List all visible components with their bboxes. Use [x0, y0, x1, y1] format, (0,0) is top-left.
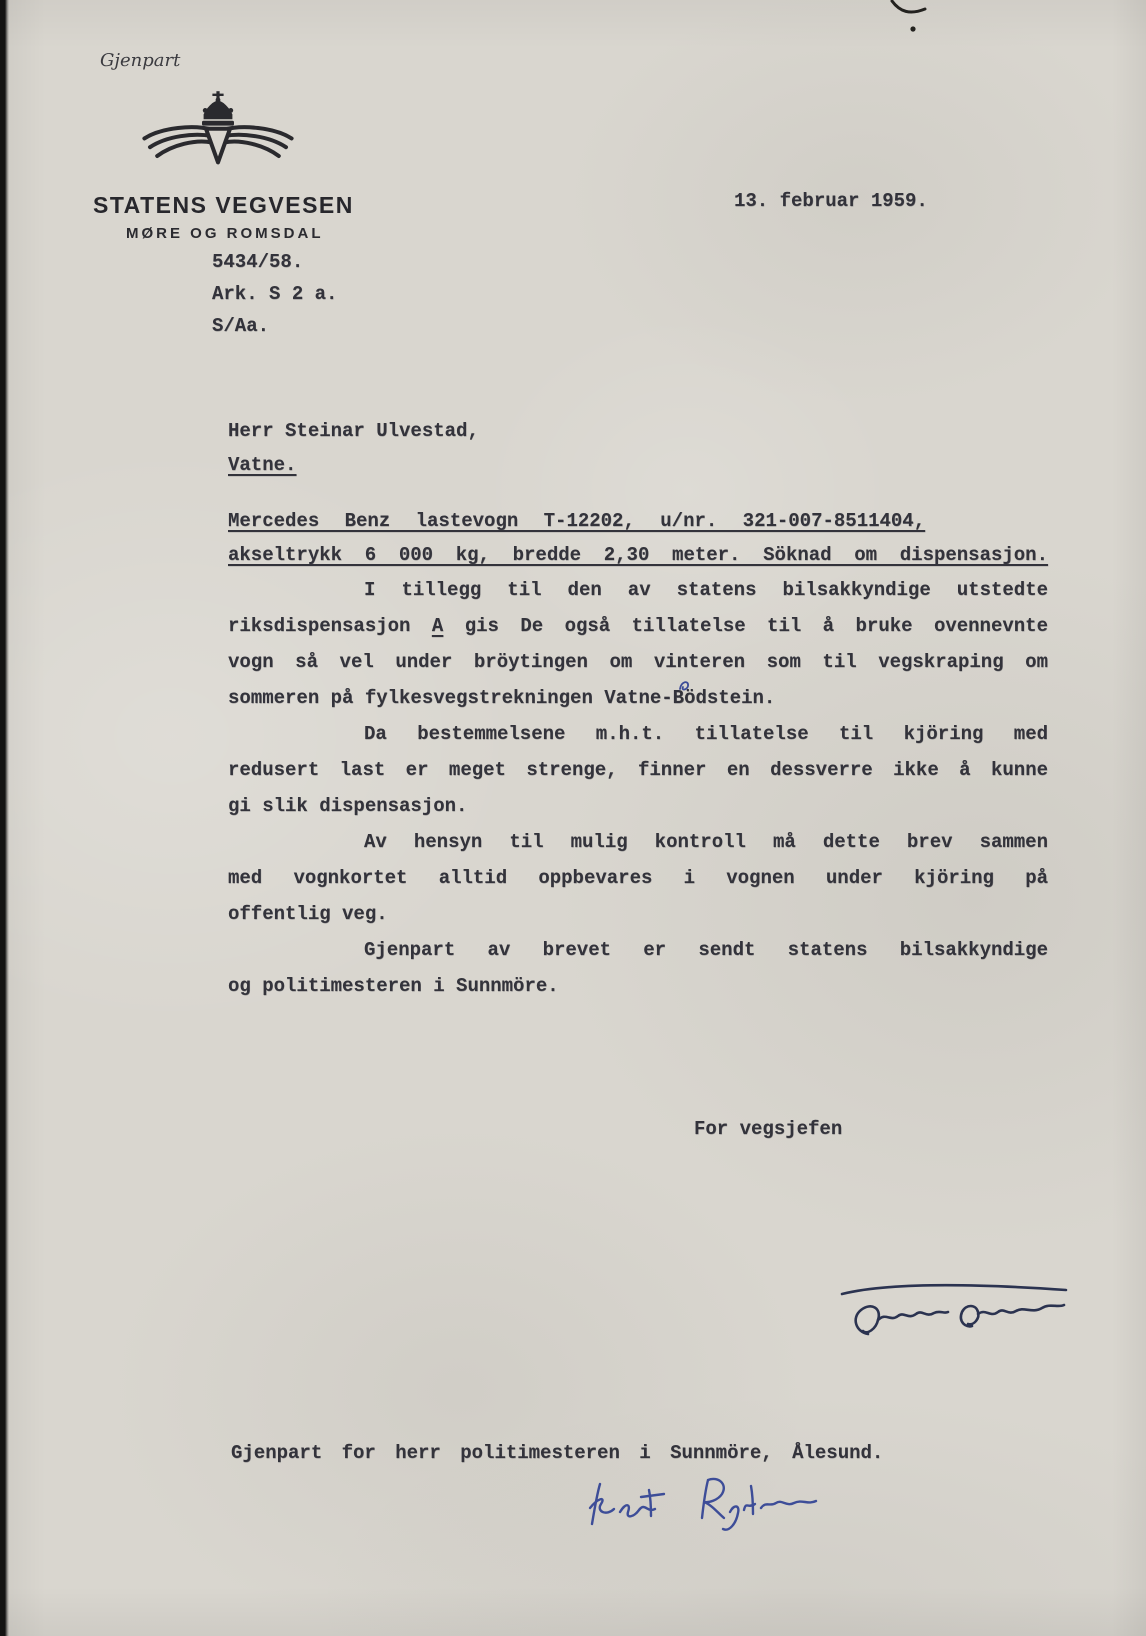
body-line: offentlig veg. [228, 903, 388, 925]
handwritten-signature-copy [576, 1470, 856, 1542]
body-line: og politimesteren i Sunnmöre. [228, 975, 559, 997]
reference-block [212, 246, 337, 342]
body-line: med vognkortet alltid oppbevares i vognen under kjöring på [228, 867, 1048, 889]
body-text: riksdispensasjon [228, 615, 432, 637]
footer-copy-line: Gjenpart for herr politimesteren i Sunnmöre, Ålesund. [231, 1442, 884, 1464]
org-region: MØRE OG ROMSDAL [126, 225, 324, 242]
ref-journal-number: 5434/58. [212, 251, 304, 273]
body-line: sommeren på fylkesvegstrekningen Vatne-Bödstein. [228, 687, 776, 709]
body-line: Av hensyn til mulig kontroll må dette brev sammen [364, 831, 1048, 853]
body-line: Gjenpart av brevet er sendt statens bilsakkyndige [364, 939, 1048, 961]
body-line [228, 608, 1048, 644]
subject-line-2: akseltrykk 6 000 kg, bredde 2,30 meter. Söknad om dispensasjon. [228, 544, 1048, 566]
closing-for-line: For vegsjefen [694, 1118, 843, 1140]
letter-body [228, 572, 1048, 1004]
subject-line-1: Mercedes Benz lastevogn T-12202, u/nr. 321-007-8511404, [228, 510, 926, 532]
copy-note: Gjenpart [100, 50, 181, 71]
subject-block [228, 504, 1048, 572]
body-line: I tillegg til den av statens bilsakkyndige utstedte [364, 579, 1048, 601]
letter-date: 13. februar 1959. [734, 190, 928, 212]
handwritten-correction-mark [676, 678, 702, 694]
recipient-place: Vatne. [228, 454, 297, 476]
ref-archive-code: Ark. S 2 a. [212, 283, 338, 305]
body-line: gi slik dispensasjon. [228, 795, 468, 817]
handwritten-signature-main [838, 1256, 1070, 1352]
statens-vegvesen-crest-icon [138, 80, 298, 184]
ref-initials: S/Aa. [212, 315, 270, 337]
recipient-name: Herr Steinar Ulvestad, [228, 420, 479, 442]
ink-mark [880, 0, 950, 40]
org-name: STATENS VEGVESEN [93, 192, 354, 218]
recipient-block [228, 414, 479, 482]
scan-edge [0, 0, 9, 1636]
body-line: redusert last er meget strenge, finner en dessverre ikke å kunne [228, 759, 1048, 781]
body-text: gis De også tillatelse til å bruke ovennevnte [443, 615, 1048, 637]
body-line: Da bestemmelsene m.h.t. tillatelse til kjöring med [364, 723, 1048, 745]
underlined-letter-A: A [431, 615, 444, 637]
body-line: vogn så vel under bröytingen om vinteren som til vegskraping om [228, 651, 1048, 673]
